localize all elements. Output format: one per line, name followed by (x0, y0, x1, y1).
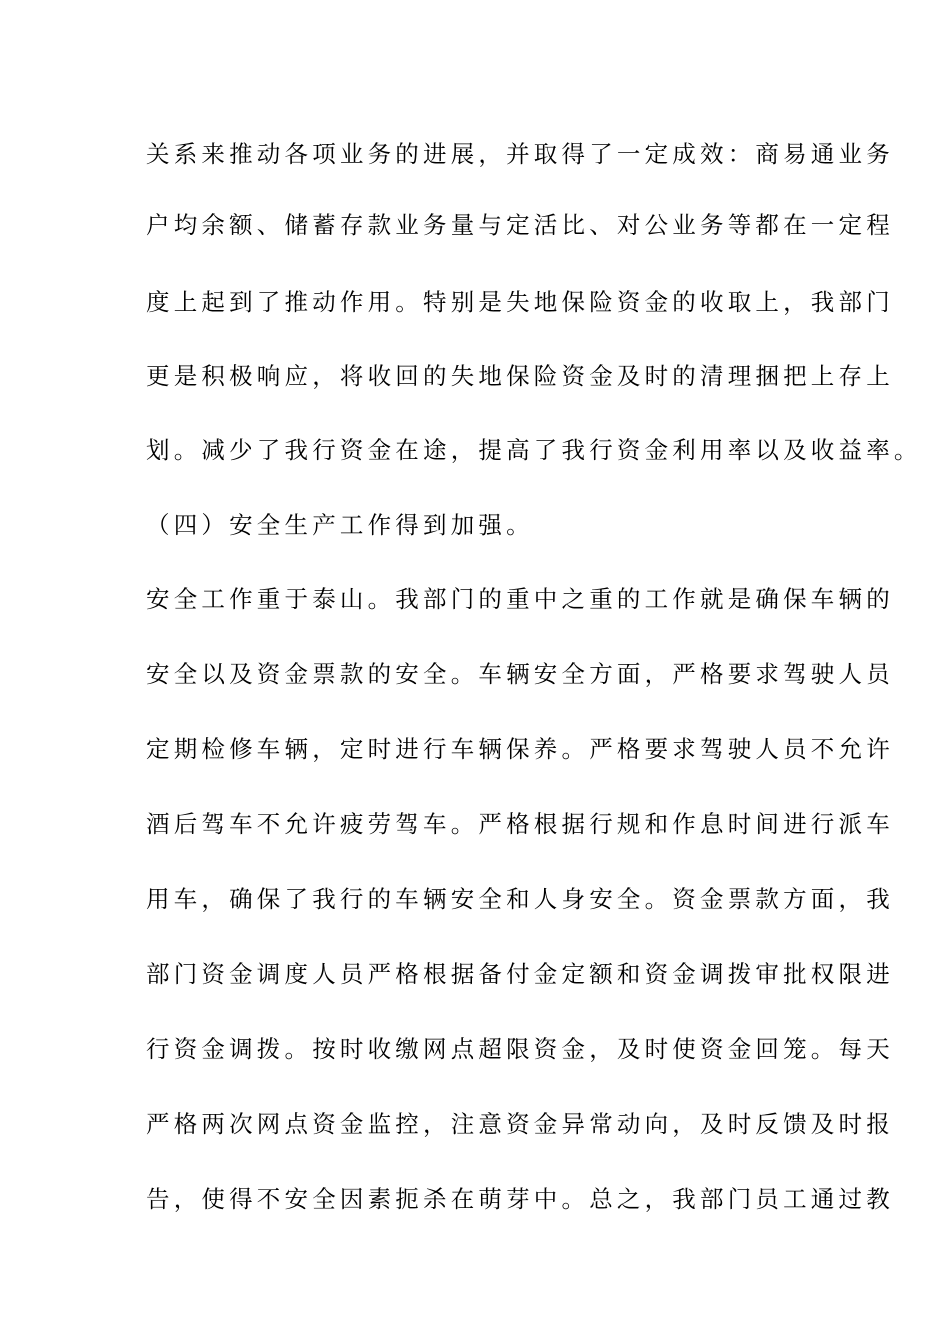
text-line: 严格两次网点资金监控，注意资金异常动向，及时反馈及时报 (146, 1110, 894, 1138)
text-line: 度上起到了推动作用。特别是失地保险资金的收取上，我部门 (146, 288, 894, 316)
text-line: 关系来推动各项业务的进展，并取得了一定成效：商易通业务 (146, 140, 894, 168)
text-line: 划。减少了我行资金在途，提高了我行资金利用率以及收益率。 (146, 436, 922, 464)
text-line: 定期检修车辆，定时进行车辆保养。严格要求驾驶人员不允许 (146, 735, 894, 763)
text-line: 用车，确保了我行的车辆安全和人身安全。资金票款方面，我 (146, 885, 894, 913)
section-heading: （四）安全生产工作得到加强。 (146, 511, 534, 539)
text-line: 户均余额、储蓄存款业务量与定活比、对公业务等都在一定程 (146, 211, 894, 239)
text-line: 部门资金调度人员严格根据备付金定额和资金调拨审批权限进 (146, 960, 894, 988)
text-line: 更是积极响应，将收回的失地保险资金及时的清理捆把上存上 (146, 362, 894, 390)
text-line: 安全以及资金票款的安全。车辆安全方面，严格要求驾驶人员 (146, 660, 894, 688)
text-line: 安全工作重于泰山。我部门的重中之重的工作就是确保车辆的 (146, 585, 894, 613)
text-line: 告，使得不安全因素扼杀在萌芽中。总之，我部门员工通过教 (146, 1185, 894, 1213)
text-line: 行资金调拨。按时收缴网点超限资金，及时使资金回笼。每天 (146, 1035, 894, 1063)
text-line: 酒后驾车不允许疲劳驾车。严格根据行规和作息时间进行派车 (146, 810, 894, 838)
